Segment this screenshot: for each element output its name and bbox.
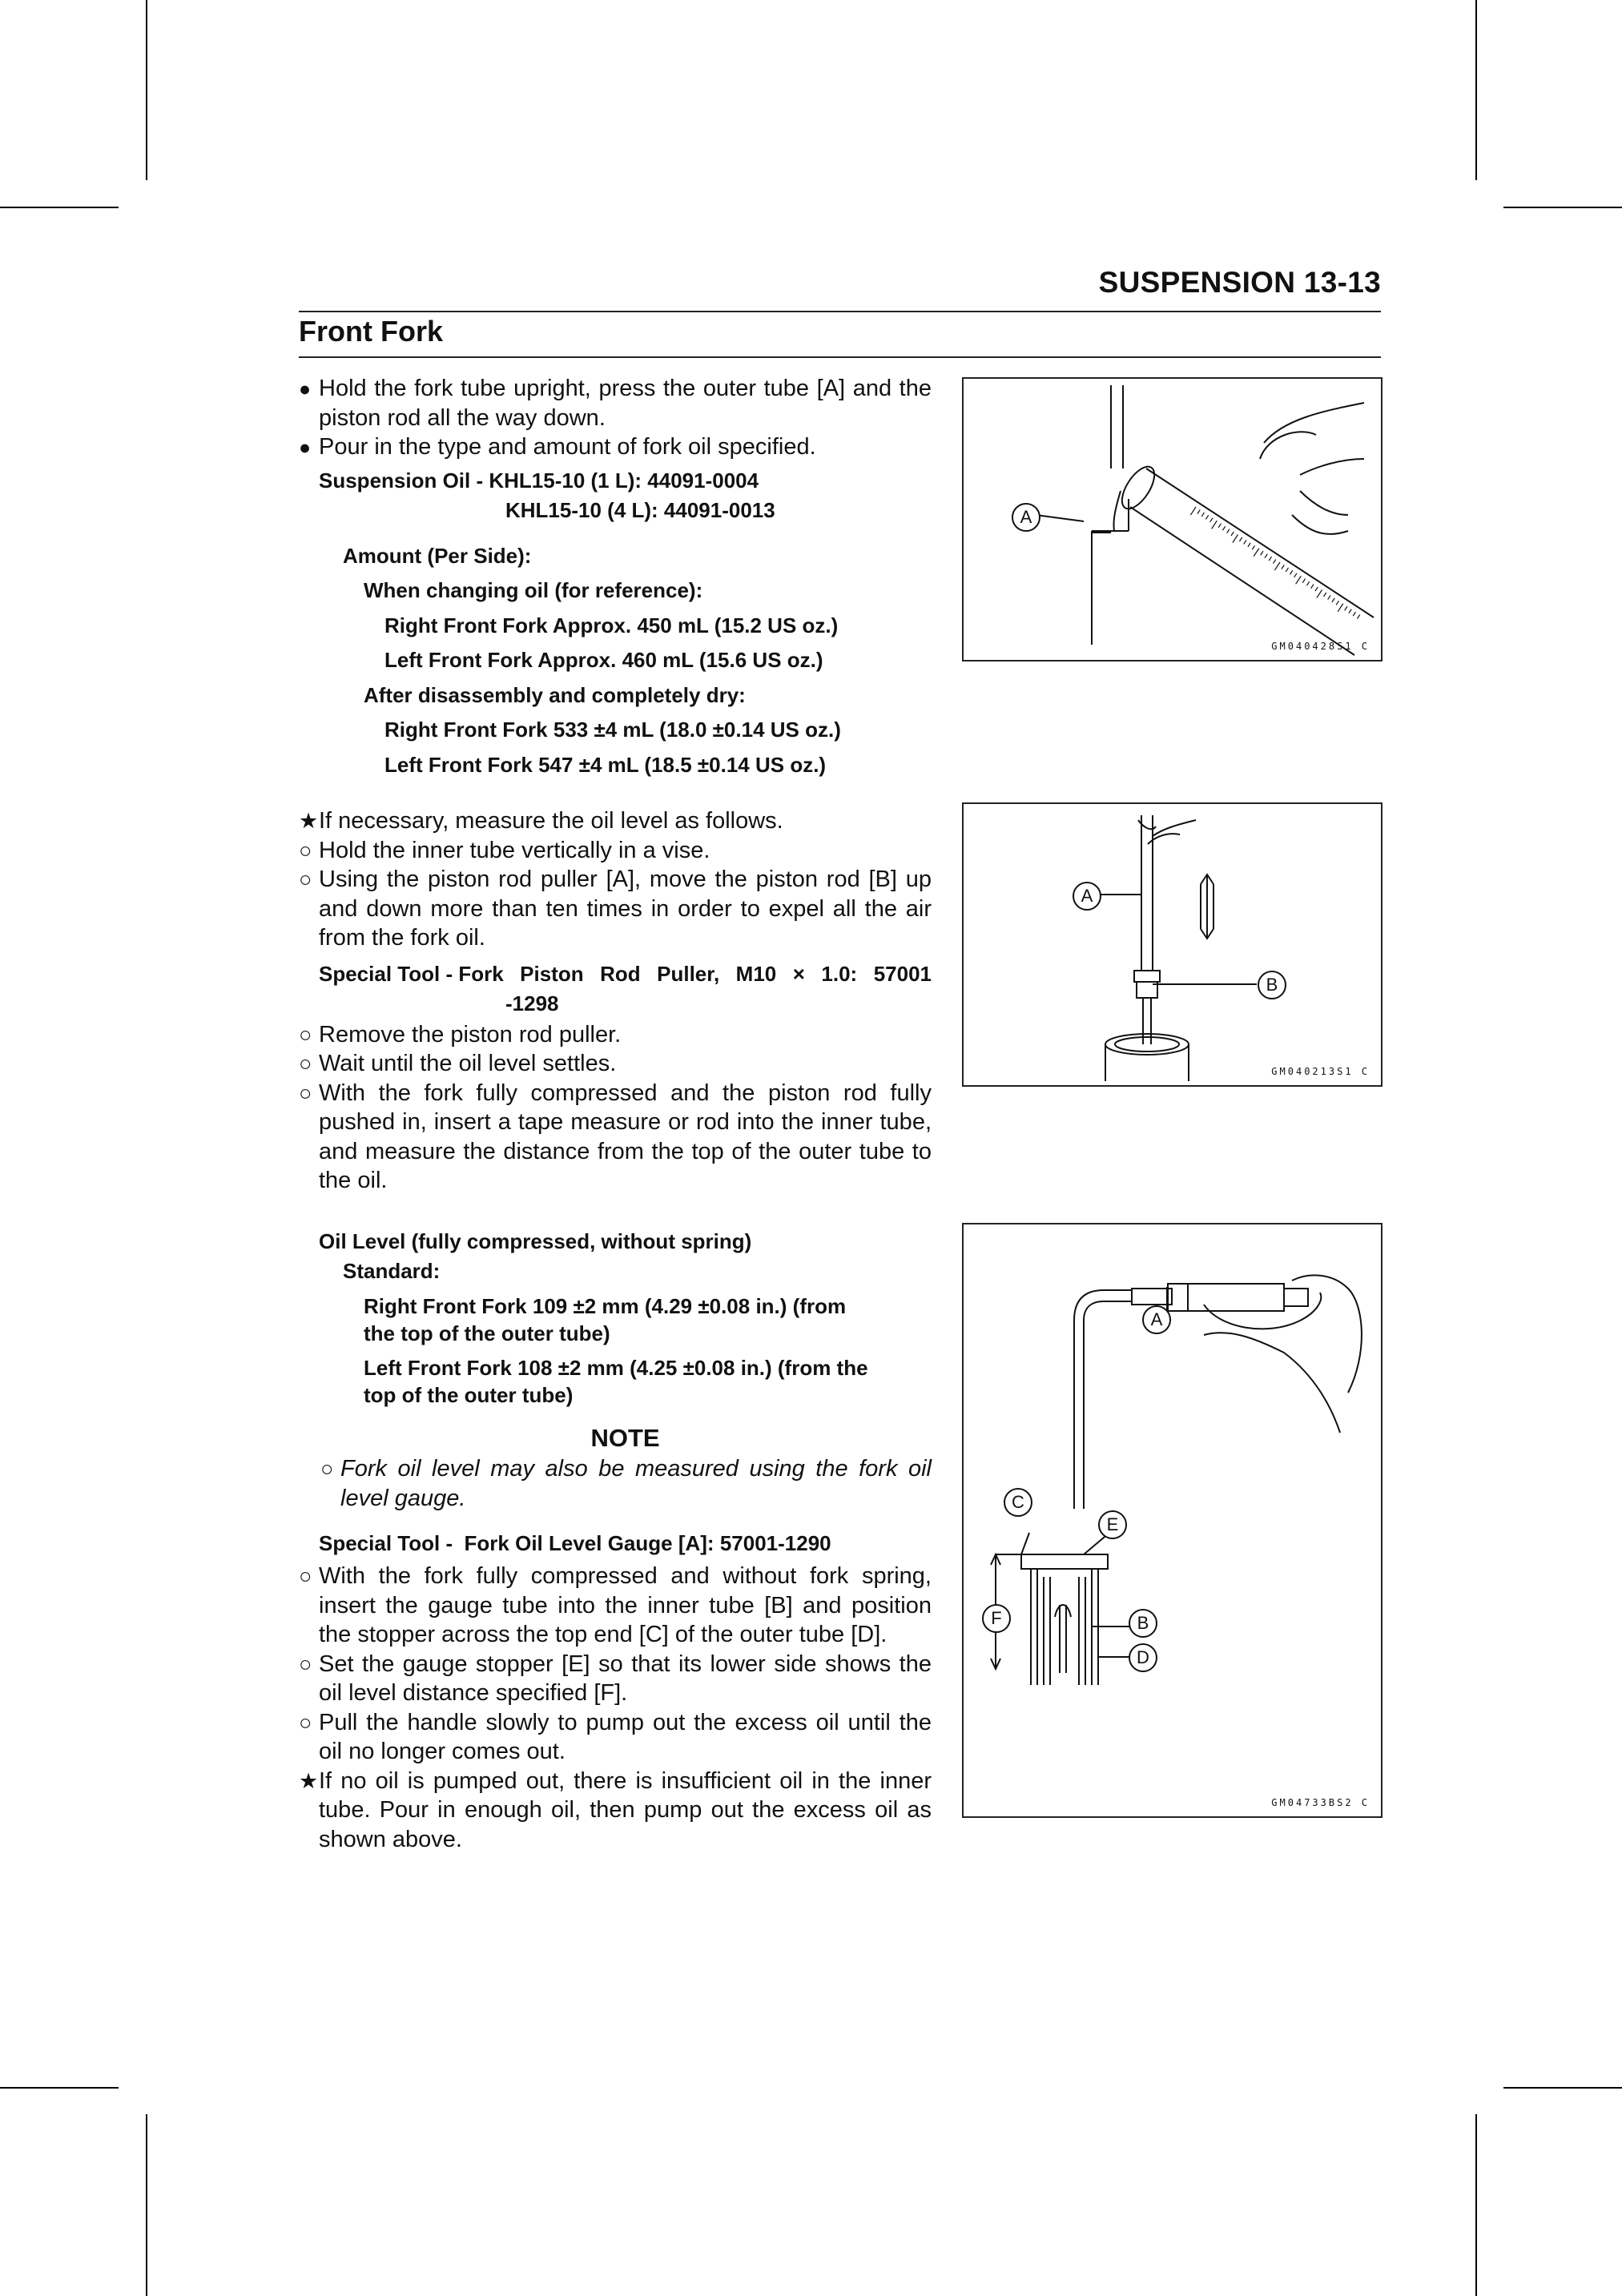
crop-mark xyxy=(0,2087,119,2089)
graduation-tick xyxy=(1311,585,1314,589)
graduation-tick xyxy=(1197,509,1200,513)
bullet-marker: ● xyxy=(299,436,312,459)
graduation-tick xyxy=(1261,551,1263,555)
note-body xyxy=(299,1454,932,1513)
oil-level-gauge-illustration xyxy=(964,1224,1381,1816)
crop-mark xyxy=(146,2114,147,2296)
changing-right: Right Front Fork Approx. 450 mL (15.2 US oz.) xyxy=(384,613,839,637)
changing-left: Left Front Fork Approx. 460 mL (15.6 US oz.) xyxy=(384,648,823,672)
step-marker: ○ xyxy=(299,1022,312,1047)
step-text: With the fork fully compressed and without fork spring, insert the gauge tube into the inner tube [B] and position the stopper across the top end [C] of the outer tube [D]. xyxy=(319,1563,932,1647)
section-title: Front Fork xyxy=(299,315,443,348)
graduation-tick xyxy=(1265,554,1267,558)
callout-label: D xyxy=(1129,1643,1157,1672)
step-marker: ○ xyxy=(299,1051,312,1076)
standard-title: Standard: xyxy=(343,1259,441,1283)
graduation-tick xyxy=(1353,612,1355,616)
graduation-tick xyxy=(1336,601,1338,605)
graduation-tick xyxy=(1328,595,1330,599)
note-title: NOTE xyxy=(590,1424,660,1452)
tool-text: Fork Piston Rod Puller, M10 × 1.0: 57001 xyxy=(458,961,932,986)
graduation-tick xyxy=(1254,549,1259,557)
callout-label: A xyxy=(1012,503,1040,532)
suspension-oil-spec xyxy=(299,466,932,525)
step-text: With the fork fully compressed and the piston rod fully pushed in, insert a tape measure or rod into the inner tube, and measure the distance from the top of the outer tube to the oil. xyxy=(319,1080,932,1193)
crop-mark xyxy=(146,0,147,180)
header-rule xyxy=(299,311,1381,312)
step-marker: ○ xyxy=(299,1710,312,1735)
right-fork-level-cont: the top of the outer tube) xyxy=(364,1321,610,1345)
step-text: Pull the handle slowly to pump out the excess oil until the oil no longer comes out. xyxy=(319,1709,932,1764)
graduation-tick xyxy=(1315,587,1318,591)
step-marker: ○ xyxy=(299,867,312,891)
oil-level-measurement xyxy=(299,806,932,1196)
graduation-tick xyxy=(1205,515,1208,519)
amount-title: Amount (Per Side): xyxy=(343,543,532,568)
step-item xyxy=(299,1049,932,1079)
callout-label: C xyxy=(1004,1488,1032,1517)
dry-left: Left Front Fork 547 ±4 mL (18.5 ±0.14 US oz.) xyxy=(384,752,827,777)
star-item xyxy=(299,1767,932,1855)
graduation-tick xyxy=(1282,565,1284,569)
note-text: Fork oil level may also be measured using the fork oil level gauge. xyxy=(340,1456,932,1511)
figure-code: GM04733BS2 C xyxy=(1271,1797,1370,1808)
step-marker: ○ xyxy=(299,1080,312,1105)
graduation-tick xyxy=(1317,590,1322,598)
graduation-tick xyxy=(1269,557,1271,561)
graduation-tick xyxy=(1227,529,1230,533)
figure-code: GM040213S1 C xyxy=(1271,1066,1370,1077)
tool-text-continued: -1298 xyxy=(505,991,559,1015)
step-marker: ○ xyxy=(299,838,312,863)
graduation-tick xyxy=(1286,568,1288,572)
graduation-tick xyxy=(1290,570,1292,574)
graduation-tick xyxy=(1212,521,1218,529)
graduation-tick xyxy=(1345,606,1347,610)
page-header: SUSPENSION 13-13 xyxy=(1098,266,1381,299)
graduation-tick xyxy=(1306,581,1309,585)
graduation-tick xyxy=(1296,576,1302,584)
step-text: Using the piston rod puller [A], move the piston rod [B] up and down more than ten times in order to expel all the air from the fork oil. xyxy=(319,867,932,951)
graduation-tick xyxy=(1190,507,1196,515)
oil-fill-instructions xyxy=(299,374,932,782)
crop-mark xyxy=(0,207,119,208)
graduation-tick xyxy=(1244,540,1246,544)
oil-spec-line: KHL15-10 (1 L): 44091-0004 xyxy=(489,468,759,493)
piston-rod-puller-illustration xyxy=(964,804,1381,1085)
step-item xyxy=(299,1562,932,1650)
graduation-tick xyxy=(1231,532,1234,536)
graduation-tick xyxy=(1218,524,1221,528)
figure-code: GM040428S1 C xyxy=(1271,641,1370,652)
changing-title: When changing oil (for reference): xyxy=(364,578,703,602)
callout-label: F xyxy=(982,1604,1011,1633)
bullet-item xyxy=(299,432,932,462)
graduation-tick xyxy=(1332,598,1334,602)
right-fork-level: Right Front Fork 109 ±2 mm (4.29 ±0.08 in.) (from xyxy=(364,1294,847,1318)
callout-label: B xyxy=(1258,971,1286,999)
graduation-tick xyxy=(1273,560,1275,564)
spec-label: Suspension Oil - xyxy=(319,468,489,493)
oil-spec-line: KHL15-10 (4 L): 44091-0013 xyxy=(505,497,775,522)
callout-label: E xyxy=(1098,1510,1127,1539)
graduation-tick xyxy=(1274,562,1280,570)
callout-label: B xyxy=(1129,1609,1157,1638)
spec-label: Special Tool - xyxy=(319,961,459,986)
oil-level-title: Oil Level (fully compressed, without spring) xyxy=(319,1229,752,1253)
dry-right: Right Front Fork 533 ±4 mL (18.0 ±0.14 US oz.) xyxy=(384,718,841,742)
step-item xyxy=(299,1650,932,1708)
step-item xyxy=(299,865,932,953)
graduation-tick xyxy=(1349,609,1351,613)
star-text: If no oil is pumped out, there is insufficient oil in the inner tube. Pour in enough oil, then pump out the excess oil as shown above. xyxy=(319,1767,932,1852)
step-marker: ○ xyxy=(299,1651,312,1676)
graduation-tick xyxy=(1248,543,1250,547)
crop-mark xyxy=(1475,2114,1477,2296)
section-rule xyxy=(299,356,1381,358)
bullet-marker: ● xyxy=(299,378,312,400)
graduation-tick xyxy=(1201,513,1204,517)
oil-level-spec xyxy=(299,1227,932,1409)
step-text: Remove the piston rod puller. xyxy=(319,1021,622,1047)
step-item xyxy=(299,836,932,866)
bullet-text: Pour in the type and amount of fork oil specified. xyxy=(319,434,816,460)
step-marker: ○ xyxy=(299,1564,312,1588)
step-text: Hold the inner tube vertically in a vise. xyxy=(319,837,710,863)
crop-mark xyxy=(1503,2087,1622,2089)
amount-spec xyxy=(299,539,932,783)
star-marker: ★ xyxy=(299,809,319,833)
star-item xyxy=(299,806,932,836)
figure-oil-level-gauge xyxy=(962,1223,1383,1818)
callout-label: A xyxy=(1142,1305,1171,1334)
graduation-tick xyxy=(1252,545,1254,549)
graduation-tick xyxy=(1357,615,1359,619)
graduation-tick xyxy=(1210,518,1213,522)
dry-title: After disassembly and completely dry: xyxy=(364,682,746,707)
special-tool-spec xyxy=(299,959,932,1019)
note-marker: ○ xyxy=(320,1457,334,1481)
graduation-tick xyxy=(1302,579,1305,583)
star-marker: ★ xyxy=(299,1768,319,1793)
bullet-text: Hold the fork tube upright, press the outer tube [A] and the piston rod all the way down. xyxy=(319,376,932,431)
crop-mark xyxy=(1475,0,1477,180)
callout-label: A xyxy=(1073,882,1101,911)
bullet-item xyxy=(299,374,932,432)
gauge-tool-spec: Special Tool - Fork Oil Level Gauge [A]: 57001-1290 xyxy=(319,1531,831,1555)
step-item xyxy=(299,1079,932,1196)
graduation-tick xyxy=(1294,573,1297,577)
graduation-tick xyxy=(1323,593,1326,597)
left-fork-level: Left Front Fork 108 ±2 mm (4.25 ±0.08 in.) (from the xyxy=(364,1356,868,1380)
star-text: If necessary, measure the oil level as follows. xyxy=(319,808,783,834)
left-fork-level-cont: top of the outer tube) xyxy=(364,1383,574,1407)
step-text: Wait until the oil level settles. xyxy=(319,1051,617,1076)
step-item xyxy=(299,1708,932,1767)
graduation-tick xyxy=(1222,526,1225,530)
graduation-tick xyxy=(1338,604,1343,612)
crop-mark xyxy=(1503,207,1622,208)
oil-level-spec-section xyxy=(299,1227,932,1854)
figure-pour-oil xyxy=(962,377,1383,661)
step-text: Set the gauge stopper [E] so that its lower side shows the oil level distance specified [F]. xyxy=(319,1651,932,1706)
figure-piston-rod-puller xyxy=(962,802,1383,1087)
step-item xyxy=(299,1020,932,1050)
graduation-tick xyxy=(1239,537,1242,541)
graduation-tick xyxy=(1233,535,1238,543)
